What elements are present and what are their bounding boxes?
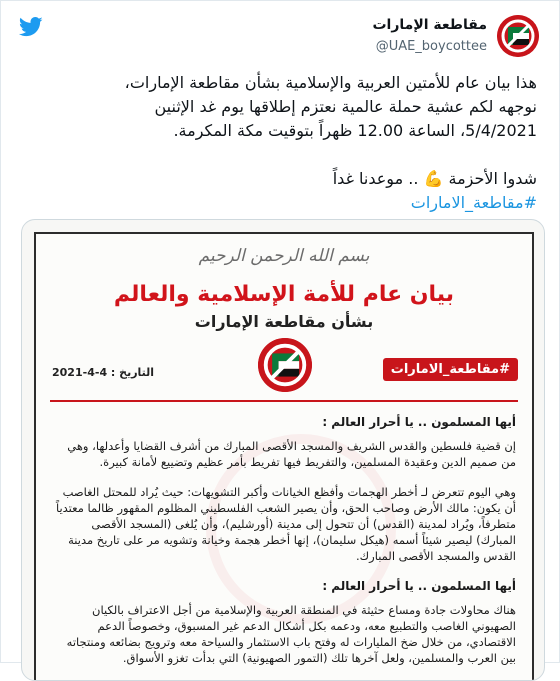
document-date: التاريخ : 4-4-2021 [52, 366, 155, 379]
hashtag-banner: #مقاطعة_الامارات [383, 358, 518, 381]
attached-image[interactable] [21, 219, 545, 681]
basmala-calligraphy: بسم الله الرحمن الرحيم [198, 246, 370, 266]
handle[interactable]: @UAE_boycottee [375, 39, 487, 54]
statement-document [34, 232, 534, 681]
section-heading: أيها المسلمون .. يا أحرار العالم : [322, 415, 516, 429]
paragraph: إن قضية فلسطين والقدس الشريف والمسجد الأقصى المبارك من أشرف القضايا وأعدلها، وهي من صميم الدين وعقيدة المسلمين، والتفريط فيها تفريط بأمر عظيم وتضييع لأمانة كبيرة. [67, 439, 516, 469]
tweet-line: 5/4/2021، الساعة 12.00 ظهراً بتوقيت مكة المكرمة. [173, 121, 537, 140]
document-body [52, 410, 516, 680]
section-heading: أيها المسلمون .. يا أحرار العالم : [322, 579, 516, 593]
boycott-logo-icon [497, 15, 539, 57]
avatar[interactable] [497, 15, 539, 57]
hashtag-link[interactable]: #مقاطعة_الامارات [410, 193, 537, 212]
tweet-text [17, 71, 537, 215]
divider [50, 400, 518, 402]
tweet-line: هذا بيان عام للأمتين العربية والإسلامية بشأن مقاطعة الإمارات، [124, 73, 537, 92]
document-title: بيان عام للأمة الإسلامية والعالم [113, 282, 455, 307]
display-name[interactable]: مقاطعة الإمارات [372, 17, 487, 33]
paragraph: وهي اليوم تتعرض لـ أخطر الهجمات وأفظع الخيانات وأكبر التشويهات: حيث يُراد للمحتل الغاصب أن يكون: مالك الأرض وصاحب الحق، وأن يصير الشعب الفلسطيني المظلوم المقهور ظالما معتدياً متطرفاً، ويُراد لمدينة (القدس) أن تتحول إلى مدينة (أورشليم)، وأن يُلغى (المسجد الأقصى المبارك) ليصير شيئاً أسمه (هيكل سليمان)، إنها أخطر هجمة وخيانة وتشويه مر على تاريخ مدينة القدس والمسجد الأقصى المبارك. [55, 485, 516, 563]
document-subtitle: بشأن مقاطعة الإمارات [194, 312, 374, 331]
tweet-line: شدوا الأحزمة 💪 .. موعدنا غداً [332, 169, 537, 188]
boycott-seal-icon [258, 338, 312, 392]
paragraph: هناك محاولات جادة ومساع حثيثة في المنطقة العربية والإسلامية من أجل الاعتراف بالكيان الصهيوني الغاصب والتطبيع معه، ودعمه بكل أشكال الدعم غير المسبوق، وخصوصاً الدعم الاقتصادي، من خلال ضخ المليارات له وفتح باب الاستثمار والسياحة معه وترويج بضائعه ومنتجاته بين العرب والمسلمين، ولعل آخرها تلك (التمور الصهيونية) التي بدأت تغزو الأسواق. [66, 603, 516, 665]
tweet-line: نوجهه لكم عشية حملة عالمية نعتزم إطلاقها يوم غد الإثنين [154, 97, 537, 116]
twitter-bird-icon[interactable] [19, 17, 43, 37]
